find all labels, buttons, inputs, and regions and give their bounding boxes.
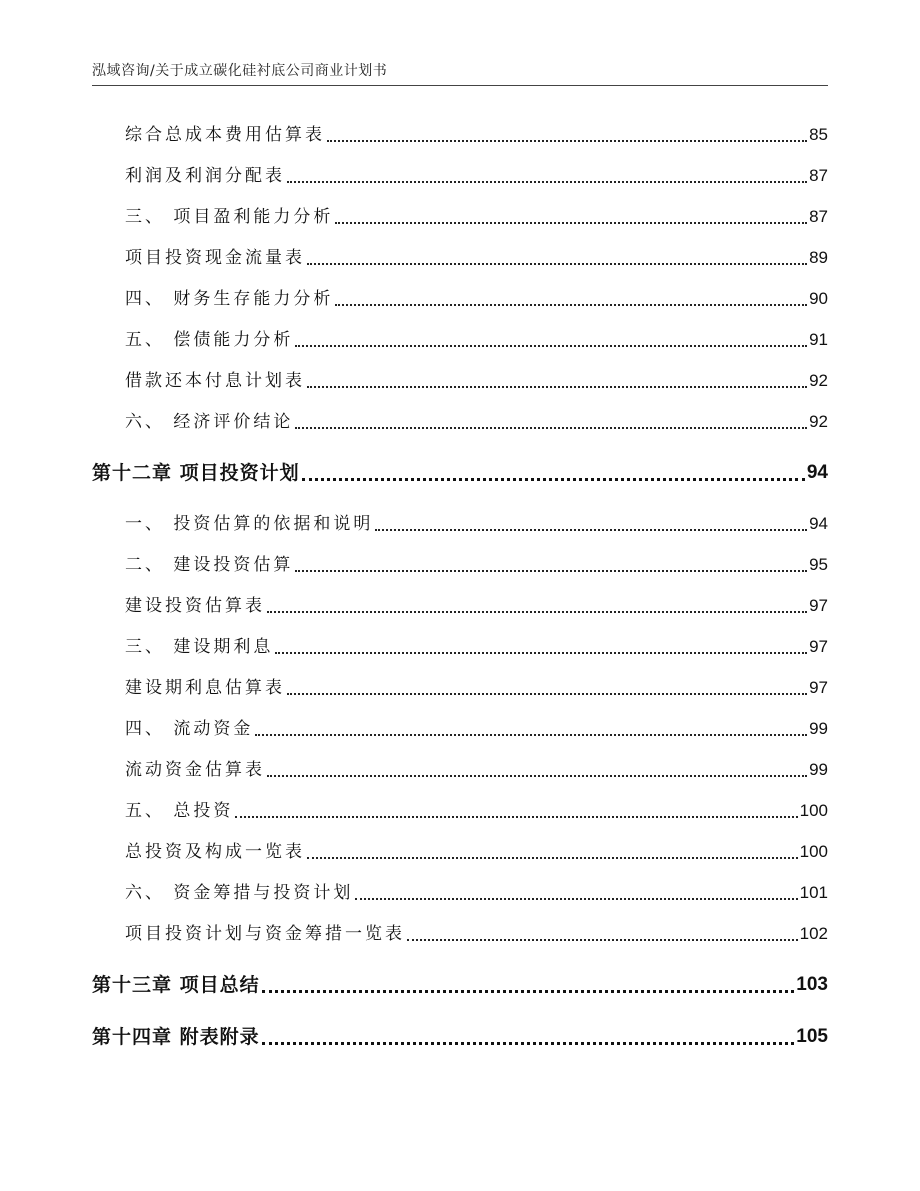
toc-entry-page-number: 89 xyxy=(809,248,828,267)
toc-entry-title: 六、 经济评价结论 xyxy=(125,412,294,432)
dot-leader xyxy=(335,304,807,306)
toc-entry-page-number: 90 xyxy=(809,289,828,308)
toc-entry-page-number: 101 xyxy=(799,883,828,902)
toc-entry[interactable] xyxy=(125,757,828,783)
dot-leader xyxy=(307,857,798,859)
toc-chapter-entry[interactable] xyxy=(92,460,828,486)
toc-entry[interactable] xyxy=(125,122,828,148)
toc-entry[interactable] xyxy=(125,880,828,906)
toc-entry-title: 二、 建设投资估算 xyxy=(125,555,294,575)
toc-entry-title: 四、 财务生存能力分析 xyxy=(125,289,334,309)
toc-entry[interactable] xyxy=(125,716,828,742)
dot-leader xyxy=(235,816,797,818)
toc-entry[interactable] xyxy=(125,675,828,701)
toc-entry-page-number: 85 xyxy=(809,125,828,144)
toc-entry-page-number: 102 xyxy=(799,924,828,943)
toc-entry[interactable] xyxy=(125,511,828,537)
toc-entry-title: 利润及利润分配表 xyxy=(125,166,285,186)
toc-entry-page-number: 100 xyxy=(799,842,828,861)
toc-chapter-entry[interactable] xyxy=(92,972,828,998)
toc-entry[interactable] xyxy=(125,327,828,353)
toc-entry[interactable] xyxy=(125,921,828,947)
dot-leader xyxy=(262,1042,795,1045)
toc-entry-title: 流动资金估算表 xyxy=(125,760,265,780)
toc-entry[interactable] xyxy=(125,204,828,230)
toc-entry-title: 建设期利息估算表 xyxy=(125,678,285,698)
toc-entry-title: 六、 资金筹措与投资计划 xyxy=(125,883,354,903)
toc-entry-title: 项目投资计划与资金筹措一览表 xyxy=(125,924,405,944)
dot-leader xyxy=(255,734,807,736)
toc-entry[interactable] xyxy=(125,163,828,189)
toc-entry-title: 综合总成本费用估算表 xyxy=(125,125,325,145)
toc-entry-title: 四、 流动资金 xyxy=(125,719,254,739)
toc-entry-page-number: 95 xyxy=(809,555,828,574)
toc-entry[interactable] xyxy=(125,552,828,578)
toc-entry[interactable] xyxy=(125,286,828,312)
toc-chapter-entry[interactable] xyxy=(92,1024,828,1050)
dot-leader xyxy=(407,939,798,941)
toc-entry-title: 第十四章 附表附录 xyxy=(92,1026,260,1048)
toc-entry-page-number: 94 xyxy=(806,462,828,483)
toc-entry-title: 借款还本付息计划表 xyxy=(125,371,305,391)
toc-entry-page-number: 99 xyxy=(809,760,828,779)
toc-entry-title: 五、 偿债能力分析 xyxy=(125,330,294,350)
toc-entry-page-number: 100 xyxy=(799,801,828,820)
toc-entry-title: 总投资及构成一览表 xyxy=(125,842,305,862)
toc-entry[interactable] xyxy=(125,368,828,394)
toc-entry-title: 第十三章 项目总结 xyxy=(92,974,260,996)
toc-entry[interactable] xyxy=(125,409,828,435)
dot-leader xyxy=(267,775,807,777)
toc-entry-page-number: 87 xyxy=(809,166,828,185)
dot-leader xyxy=(375,529,807,531)
dot-leader xyxy=(335,222,807,224)
dot-leader xyxy=(355,898,797,900)
toc-entry-page-number: 97 xyxy=(809,596,828,615)
toc-entry-page-number: 103 xyxy=(796,974,828,995)
dot-leader xyxy=(262,990,795,993)
dot-leader xyxy=(307,386,807,388)
dot-leader xyxy=(295,427,807,429)
toc-entry-page-number: 92 xyxy=(809,371,828,390)
toc-entry-page-number: 105 xyxy=(796,1026,828,1047)
dot-leader xyxy=(302,478,805,481)
dot-leader xyxy=(295,570,807,572)
toc-entry-page-number: 91 xyxy=(809,330,828,349)
toc-entry-page-number: 97 xyxy=(809,637,828,656)
dot-leader xyxy=(287,181,807,183)
dot-leader xyxy=(307,263,807,265)
toc-entry-title: 三、 项目盈利能力分析 xyxy=(125,207,334,227)
toc-entry[interactable] xyxy=(125,634,828,660)
toc-entry[interactable] xyxy=(125,593,828,619)
dot-leader xyxy=(327,140,807,142)
toc-entry[interactable] xyxy=(125,798,828,824)
toc-entry-page-number: 97 xyxy=(809,678,828,697)
toc-entry-page-number: 92 xyxy=(809,412,828,431)
toc-entry-page-number: 87 xyxy=(809,207,828,226)
page-header: 泓域咨询/关于成立碳化硅衬底公司商业计划书 xyxy=(92,63,388,79)
toc-entry-title: 三、 建设期利息 xyxy=(125,637,274,657)
toc-entry[interactable] xyxy=(125,245,828,271)
dot-leader xyxy=(287,693,807,695)
toc-entry[interactable] xyxy=(125,839,828,865)
dot-leader xyxy=(295,345,807,347)
toc-entry-title: 项目投资现金流量表 xyxy=(125,248,305,268)
toc-entry-title: 建设投资估算表 xyxy=(125,596,265,616)
dot-leader xyxy=(275,652,807,654)
toc-entry-title: 五、 总投资 xyxy=(125,801,234,821)
dot-leader xyxy=(267,611,807,613)
toc-entry-title: 一、 投资估算的依据和说明 xyxy=(125,514,374,534)
toc-entry-title: 第十二章 项目投资计划 xyxy=(92,462,300,484)
toc-entry-page-number: 94 xyxy=(809,514,828,533)
toc-entry-page-number: 99 xyxy=(809,719,828,738)
